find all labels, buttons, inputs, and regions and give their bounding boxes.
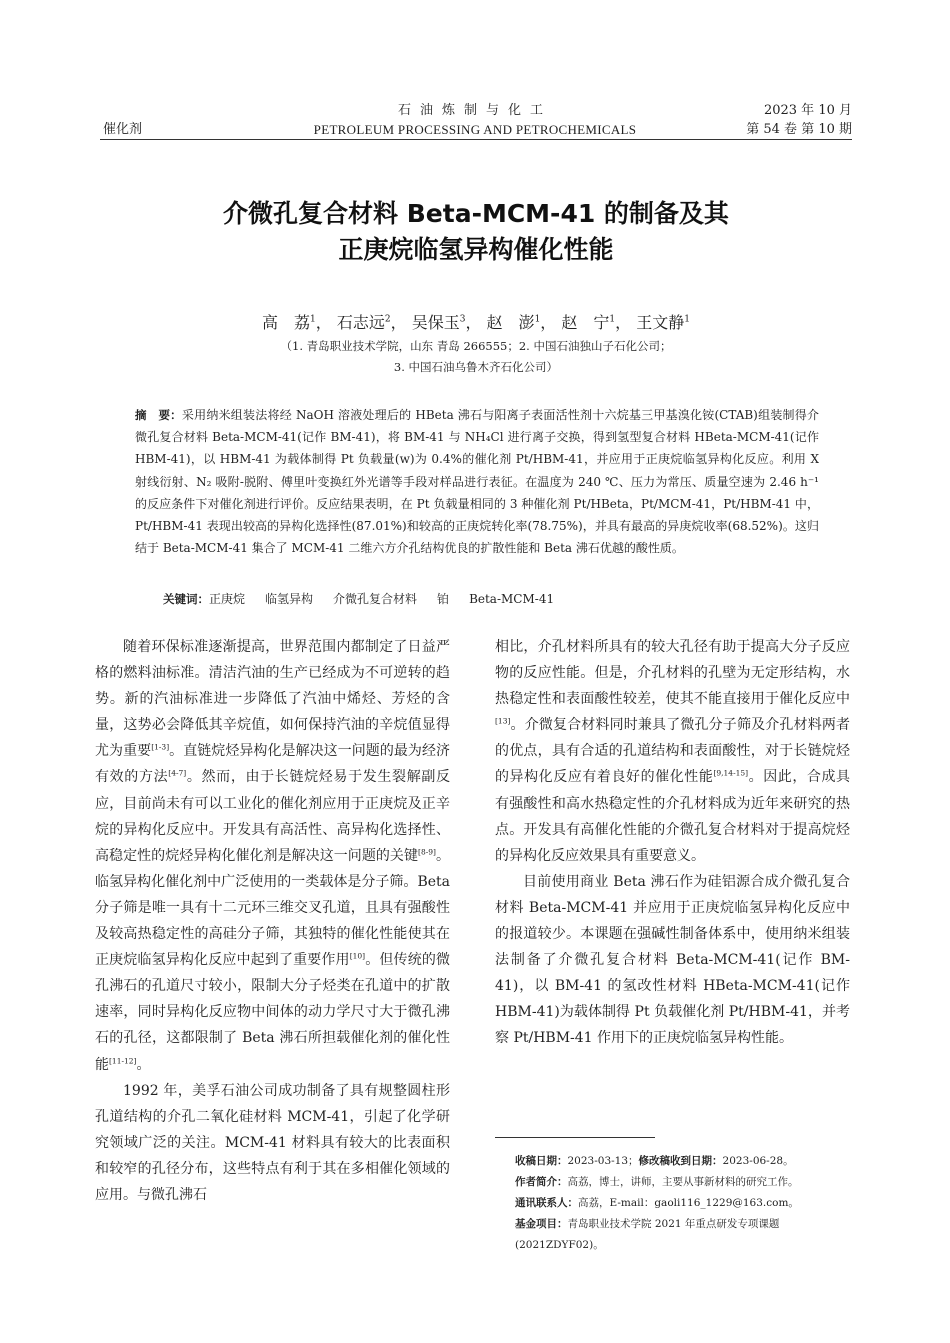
citation: [13] (495, 716, 511, 726)
issue-info (746, 101, 852, 139)
abstract-label: 摘 要： (135, 408, 182, 422)
body-paragraph (495, 634, 850, 869)
fund-label: 基金项目： (515, 1218, 568, 1230)
text-run: 。因此，合成具有强酸性和高水热稳定性的介孔材料成为近年来研究的热点。开发具有高催化性能的介微孔复合材料对于提高烷烃的异构化反应效果具有重要意义。 (495, 769, 851, 864)
received-label: 收稿日期： (515, 1155, 568, 1167)
text-run: 。但传统的微孔沸石的孔道尺寸较小，限制大分子烃类在孔道中的扩散速率，同时异构化反应物中间体的动力学尺寸大于微孔沸石的孔径，这都限制了 Beta 沸石所担载催化剂的催化性能 (95, 952, 451, 1073)
author-affil: 3 (459, 314, 466, 325)
text-run: 。 (136, 1056, 151, 1073)
citation: [4-7] (168, 768, 187, 778)
text-run: 。直链烷烃异构化是解决这一问题的最为经济有效的方法 (95, 743, 451, 786)
text-run: 。介微复合材料同时兼具了微孔分子筛及介孔材料两者的优点，具有合适的孔道结构和表面酸性，对于长链烷烃的异构化反应有着良好的催化性能 (495, 717, 850, 786)
abstract (135, 404, 819, 559)
keywords (163, 590, 823, 607)
citation: [10] (349, 951, 366, 961)
abstract-text: 采用纳米组装法将经 NaOH 溶液处理后的 HBeta 沸石与阳离子表面活性剂十六烷基三甲基溴化铵(CTAB)组装制得介微孔复合材料 Beta-MCM-41(记作 BM-41)，将 BM-41 与 NH₄Cl 进行离子交换，得到氢型复合材料 HBeta-MCM-41(记作 HBM-41)，以 HBM-41 为载体制得 Pt 负载量(w)为 0.4%的催化剂 Pt/HBM-41，并应用于正庚烷临氢异构化反应。利用 X 射线衍射、N₂ 吸附-脱附、傅里叶变换红外光谱等手段对样品进行表征。在温度为 240 ℃、压力为常压、质量空速为 2.46 h⁻¹的反应条件下对催化剂进行评价。反应结果表明，在 Pt 负载量相同的 3 种催化剂 Pt/HBeta，Pt/MCM-41，Pt/HBM-41 中，Pt/HBM-41 表现出较高的异构化选择性(87.01%)和较高的正庚烷转化率(78.75%)，并具有最高的异庚烷收率(68.52%)。这归结于 Beta-MCM-41 集合了 MCM-41 二维六方介孔结构优良的扩散性能和 Beta 沸石优越的酸性质。 (135, 408, 819, 556)
author-name: 赵 澎 (486, 313, 535, 332)
author-bio: 高荔，博士，讲师，主要从事新材料的研究工作。 (567, 1176, 799, 1188)
body-paragraph: 目前使用商业 Beta 沸石作为硅铝源合成介微孔复合材料 Beta-MCM-41 并应用于正庚烷临氢异构化反应中的报道较少。本课题在强碱性制备体系中，使用纳米组装法制备了介微孔复合材料 Beta-MCM-41(记作 BM-41)，以 BM-41 的氢改性材料 HBeta-MCM-41(记作 HBM-41)为载体制得 Pt 负载催化剂 Pt/HBM-41，并考察 Pt/HBM-41 作用下的正庚烷临氢异构性能。 (495, 873, 850, 1047)
footnote-author (515, 1172, 850, 1193)
section-label: 催化剂 (103, 122, 143, 137)
affiliation-line-1: （1. 青岛职业技术学院，山东 青岛 266555；2. 中国石油独山子石化公司； (280, 339, 672, 353)
author-name: 吴保玉 (411, 313, 460, 332)
citation: [8-9] (418, 847, 436, 857)
received-date: 2023-03-13； (567, 1155, 639, 1167)
journal-name-cn: 石油炼制与化工 (397, 103, 552, 118)
keyword: 介微孔复合材料 (333, 592, 418, 606)
text-run: 。临氢异构化催化剂中广泛使用的一类载体是分子筛。Beta 分子筛是唯一具有十二元环三维交叉孔道，且具有强酸性及较高热稳定性的高硅分子筛，其独特的催化性能使其在正庚烷临氢异构化反应中起到了重要作用 (95, 847, 451, 969)
text-run: 相比，介孔材料所具有的较大孔径有助于提高大分子反应物的反应性能。但是，介孔材料的孔壁为无定形结构，水热稳定性和表面酸性较差，使其不能直接用于催化反应中 (495, 639, 850, 708)
body-paragraph (95, 634, 450, 1078)
paper-title (100, 196, 852, 268)
body-column-left (95, 634, 450, 1208)
text-run: 随着环保标准逐渐提高，世界范围内都制定了日益严格的燃料油标准。清洁汽油的生产已经成为不可逆转的趋势。新的汽油标准进一步降低了汽油中烯烃、芳烃的含量，这势必会降低其辛烷值，如何保持汽油的辛烷值显得尤为重要 (95, 639, 450, 760)
footnote-divider (495, 1137, 655, 1138)
body-column-right (495, 634, 850, 1052)
journal-header (280, 101, 670, 139)
revised-label: 修改稿收到日期： (638, 1155, 723, 1167)
author-bio-label: 作者简介： (515, 1176, 568, 1188)
affiliation-line-2: 3. 中国石油乌鲁木齐石化公司） (393, 360, 559, 374)
issue-date: 2023 年 10 月 (763, 103, 852, 118)
citation: [11-12] (109, 1055, 137, 1065)
revised-date: 2023-06-28。 (722, 1155, 794, 1167)
footnotes (515, 1151, 850, 1256)
keyword: 铂 (437, 592, 450, 606)
author-affil: 1 (310, 314, 316, 325)
author-name: 赵 宁 (561, 313, 610, 332)
author-list: 高 荔$^1$， 石志远$^2$， 吴保玉$^3$， 赵 澎$^1$， 赵 宁$^1$， 王文静$^1$ (262, 313, 690, 332)
keyword: 正庚烷 (209, 592, 246, 606)
affiliations (100, 336, 852, 378)
footnote-dates (515, 1151, 850, 1172)
citation: [9,14-15] (713, 768, 749, 778)
author-affil: 1 (609, 314, 616, 325)
author-affil: 1 (534, 314, 541, 325)
footnote-fund (515, 1214, 850, 1256)
title-line-2: 正庚烷临氢异构催化性能 (338, 235, 614, 264)
issue-volume: 第 54 卷 第 10 期 (746, 122, 852, 137)
author-name: 高 荔 (262, 313, 311, 332)
author-affil: 2 (384, 314, 391, 325)
keyword: Beta-MCM-41 (469, 592, 555, 606)
header-divider (100, 139, 852, 140)
text-run: 。然而，由于长链烷烃易于发生裂解副反应，目前尚未有可以工业化的催化剂应用于正庚烷及正辛烷的异构化反应中。开发具有高活性、高异构化选择性、高稳定性的烷烃异构化催化剂是解决这一问题的关键 (95, 769, 451, 864)
author-name: 石志远 (336, 313, 385, 332)
body-paragraph: 1992 年，美孚石油公司成功制备了具有规整圆柱形孔道结构的介孔二氧化硅材料 MCM-41，引起了化学研究领域广泛的关注。MCM-41 材料具有较大的比表面积和较窄的孔径分布，这些特点有利于其在多相催化领域的应用。与微孔沸石 (95, 1082, 450, 1203)
fund-text: 青岛职业技术学院 2021 年重点研发专项课题(2021ZDYF02)。 (515, 1218, 780, 1251)
keyword: 临氢异构 (265, 592, 314, 606)
title-line-1: 介微孔复合材料 Beta-MCM-41 的制备及其 (223, 199, 729, 228)
footnote-contact (515, 1193, 850, 1214)
keywords-label: 关键词： (163, 592, 209, 606)
journal-name-en: PETROLEUM PROCESSING AND PETROCHEMICALS (313, 122, 637, 137)
author-affil: 1 (684, 314, 690, 325)
author-name: 王文静 (636, 313, 685, 332)
contact-label: 通讯联系人： (515, 1197, 578, 1209)
contact-email: 高荔，E-mail：gaoli116_1229@163.com。 (578, 1197, 799, 1209)
citation: [1-3] (151, 742, 170, 752)
